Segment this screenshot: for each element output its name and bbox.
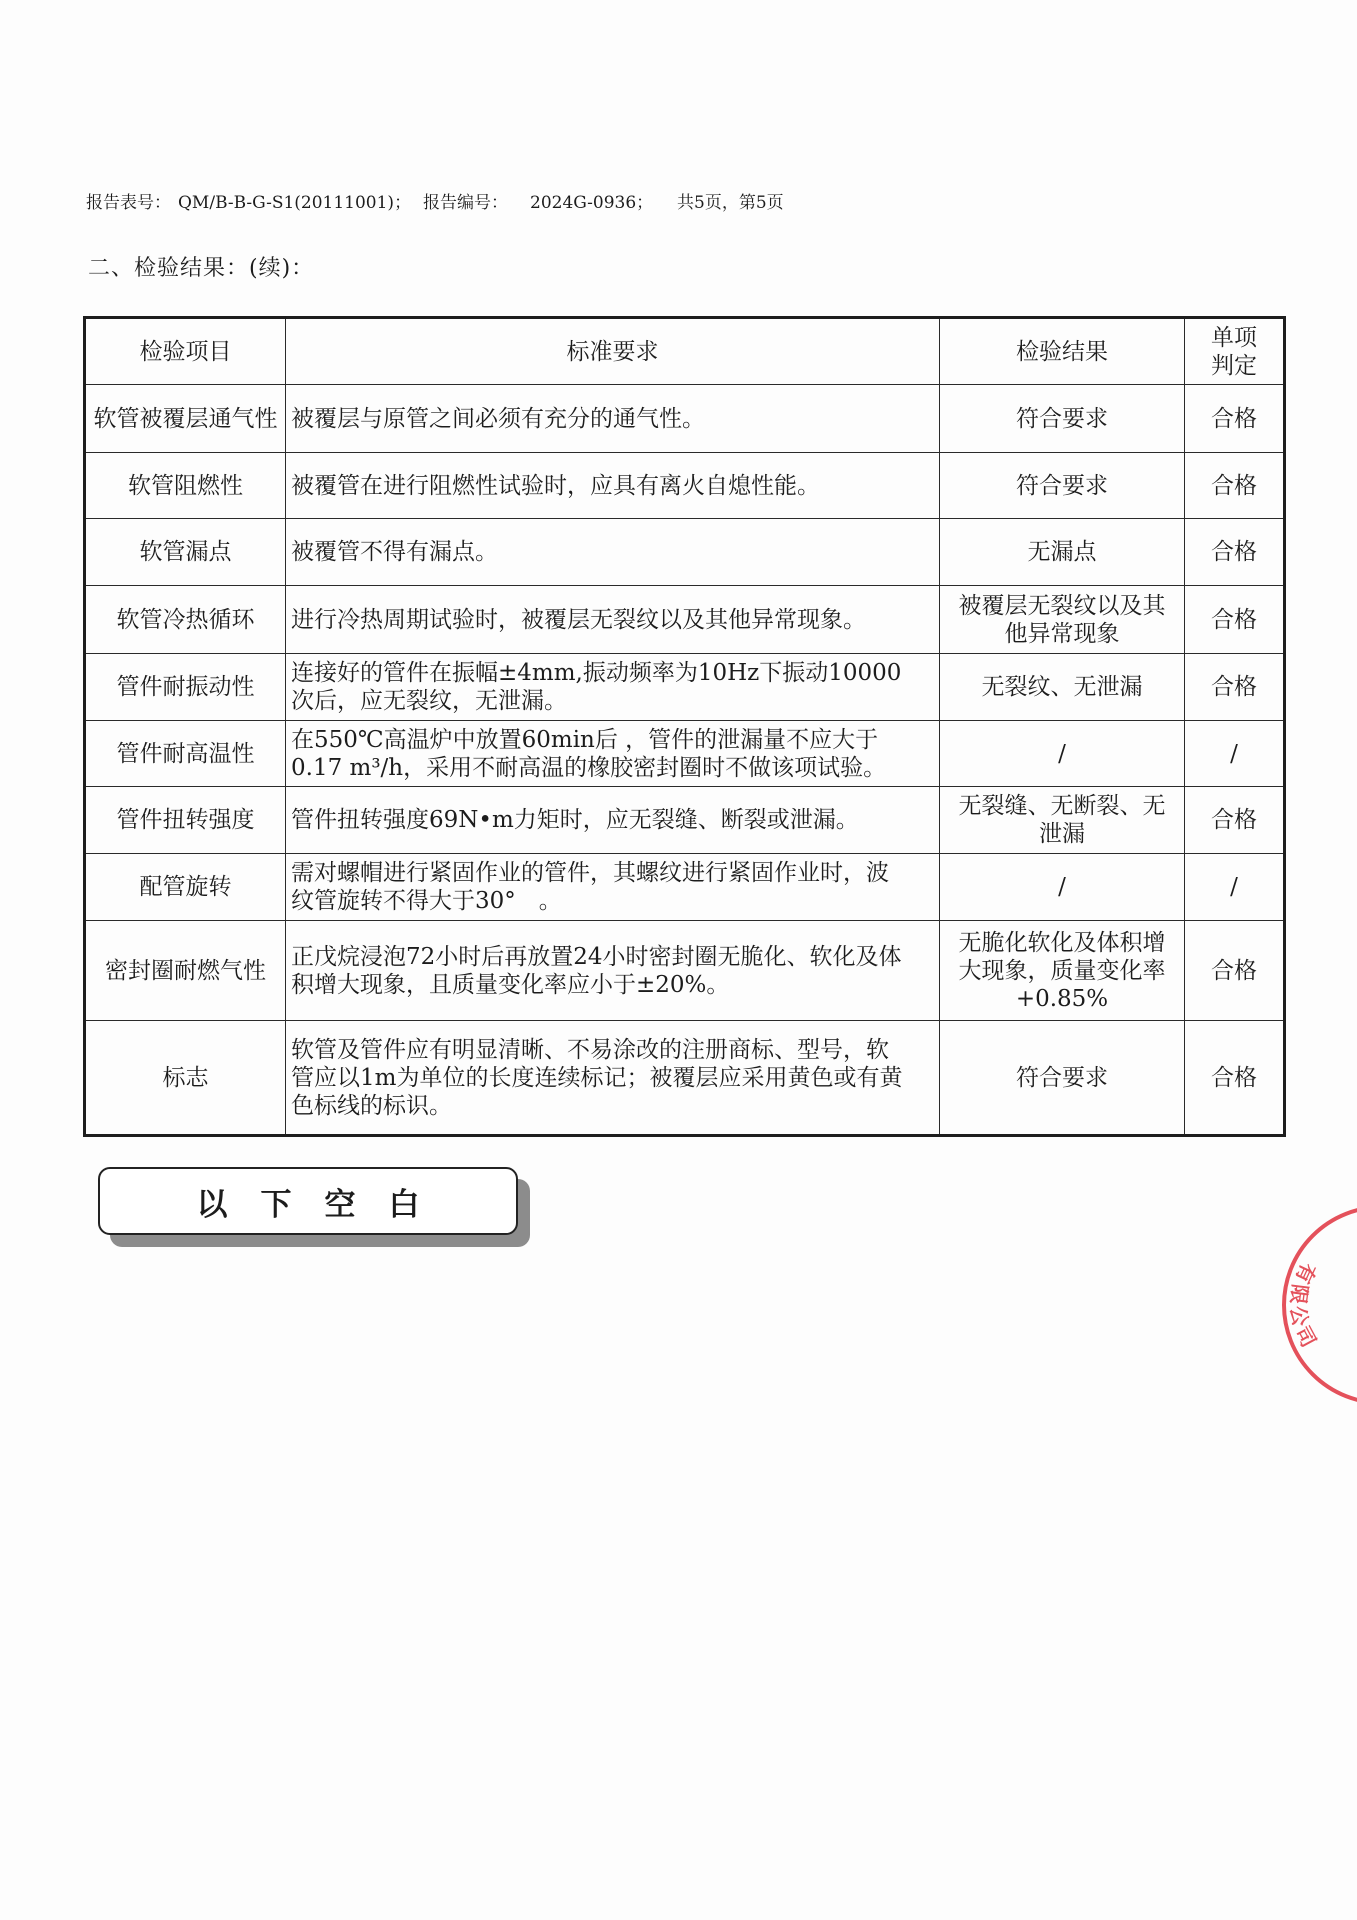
column-header-judgment: 单项判定 <box>1185 318 1285 385</box>
table-row <box>85 519 1285 586</box>
cell-requirement: 被覆层与原管之间必须有充分的通气性。 <box>286 385 940 453</box>
report-number: 2024G-0936； <box>530 193 654 213</box>
report-form-label: 报告表号： <box>86 193 171 213</box>
company-seal-stamp <box>1270 1195 1357 1415</box>
cell-result: 符合要求 <box>940 1021 1185 1136</box>
cell-requirement: 管件扭转强度69N•m力矩时，应无裂缝、断裂或泄漏。 <box>286 787 940 854</box>
table-row <box>85 586 1285 654</box>
cell-item: 软管冷热循环 <box>85 586 286 654</box>
cell-item: 软管漏点 <box>85 519 286 586</box>
cell-item: 标志 <box>85 1021 286 1136</box>
column-header-item: 检验项目 <box>85 318 286 385</box>
table-row <box>85 787 1285 854</box>
page-count: 共5页，第5页 <box>677 193 784 213</box>
cell-result: 无裂缝、无断裂、无泄漏 <box>940 787 1185 854</box>
results-table <box>83 316 1286 1137</box>
cell-result: 被覆层无裂纹以及其他异常现象 <box>940 586 1185 654</box>
table-row <box>85 854 1285 921</box>
table-row <box>85 385 1285 453</box>
table-row <box>85 654 1285 721</box>
table-row <box>85 453 1285 519</box>
cell-judgment: 合格 <box>1185 787 1285 854</box>
report-number-label: 报告编号： <box>423 193 508 213</box>
cell-judgment: 合格 <box>1185 921 1285 1021</box>
cell-requirement: 被覆管不得有漏点。 <box>286 519 940 586</box>
cell-requirement: 需对螺帽进行紧固作业的管件，其螺纹进行紧固作业时，波纹管旋转不得大于30° 。 <box>286 854 940 921</box>
report-form-number: QM/B-B-G-S1(20111001)； <box>178 193 412 213</box>
cell-item: 配管旋转 <box>85 854 286 921</box>
cell-result: 符合要求 <box>940 453 1185 519</box>
cell-judgment: 合格 <box>1185 1021 1285 1136</box>
table-row <box>85 1021 1285 1136</box>
cell-result: / <box>940 854 1185 921</box>
cell-judgment: 合格 <box>1185 586 1285 654</box>
seal-text-path: 有限公司 <box>1285 1259 1323 1355</box>
cell-result: 符合要求 <box>940 385 1185 453</box>
cell-requirement: 被覆管在进行阻燃性试验时，应具有离火自熄性能。 <box>286 453 940 519</box>
cell-result: 无裂纹、无泄漏 <box>940 654 1185 721</box>
column-header-requirement: 标准要求 <box>286 318 940 385</box>
table-row <box>85 721 1285 787</box>
column-header-result: 检验结果 <box>940 318 1185 385</box>
cell-requirement: 在550℃高温炉中放置60min后 ，管件的泄漏量不应大于0.17 m³/h，采用不耐高温的橡胶密封圈时不做该项试验。 <box>286 721 940 787</box>
cell-requirement: 进行冷热周期试验时，被覆层无裂纹以及其他异常现象。 <box>286 586 940 654</box>
cell-judgment: 合格 <box>1185 453 1285 519</box>
cell-requirement: 连接好的管件在振幅±4mm,振动频率为10Hz下振动10000次后，应无裂纹，无泄漏。 <box>286 654 940 721</box>
cell-item: 管件耐高温性 <box>85 721 286 787</box>
cell-judgment: / <box>1185 854 1285 921</box>
cell-requirement: 软管及管件应有明显清晰、不易涂改的注册商标、型号，软管应以1m为单位的长度连续标记；被覆层应采用黄色或有黄色标线的标识。 <box>286 1021 940 1136</box>
cell-result: 无漏点 <box>940 519 1185 586</box>
cell-item: 软管被覆层通气性 <box>85 385 286 453</box>
cell-result: / <box>940 721 1185 787</box>
end-of-content-marker: 以下空白 <box>98 1167 518 1235</box>
cell-item: 管件耐振动性 <box>85 654 286 721</box>
cell-item: 软管阻燃性 <box>85 453 286 519</box>
cell-judgment: 合格 <box>1185 654 1285 721</box>
cell-result: 无脆化软化及体积增大现象，质量变化率+0.85% <box>940 921 1185 1021</box>
cell-judgment: 合格 <box>1185 385 1285 453</box>
table-header-row <box>85 318 1285 385</box>
cell-item: 管件扭转强度 <box>85 787 286 854</box>
cell-item: 密封圈耐燃气性 <box>85 921 286 1021</box>
cell-judgment: / <box>1185 721 1285 787</box>
section-title: 二、检验结果：(续)： <box>88 256 315 281</box>
cell-judgment: 合格 <box>1185 519 1285 586</box>
table-row <box>85 921 1285 1021</box>
cell-requirement: 正戊烷浸泡72小时后再放置24小时密封圈无脆化、软化及体积增大现象，且质量变化率应小于±20%。 <box>286 921 940 1021</box>
